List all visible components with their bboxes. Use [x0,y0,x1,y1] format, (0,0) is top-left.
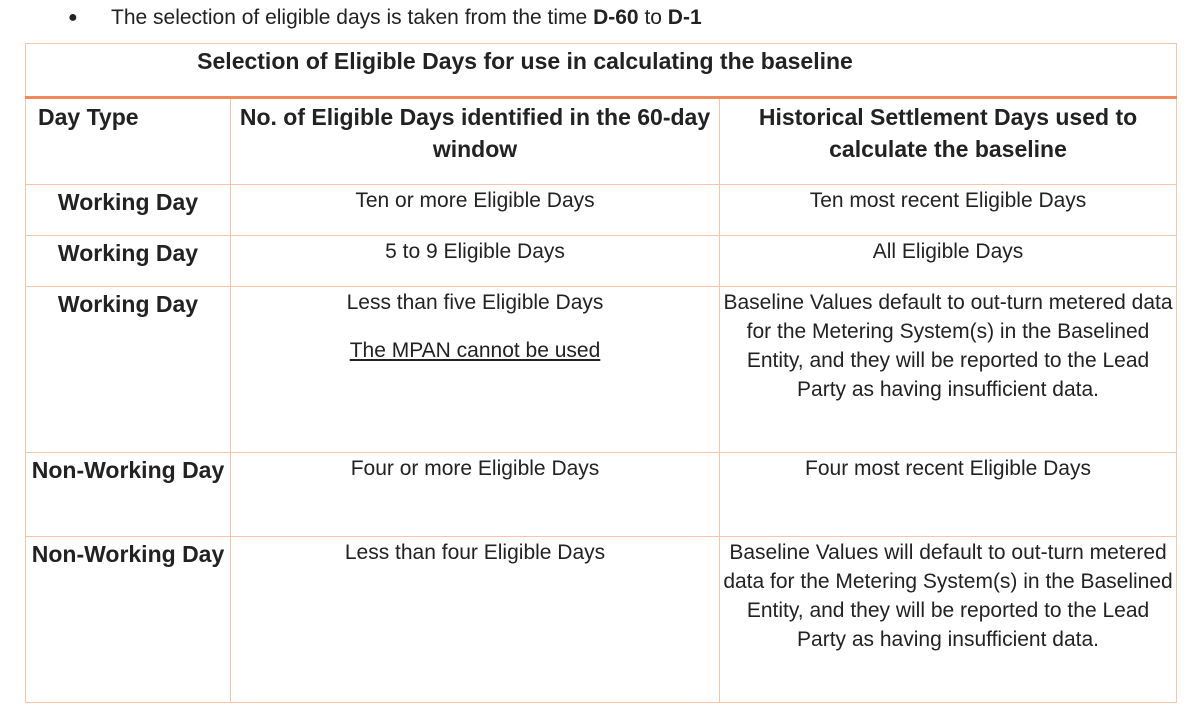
header-day-type: Day Type [26,98,231,185]
day-type-cell: Working Day [26,185,231,236]
bullet-text-lead: The selection of eligible days is taken from the time [111,6,594,29]
day-type-cell: Non-Working Day [26,453,231,537]
bullet-from-day: D-60 [593,6,639,29]
bullet-dot-icon: ● [68,9,78,26]
settlement-cell: Baseline Values will default to out-turn metered data for the Metering System(s) in the Baselined Entity, and they will be reported to the Lead Party as having insufficient data. [720,537,1177,703]
eligible-cell: Ten or more Eligible Days [231,185,720,236]
day-type-cell: Non-Working Day [26,537,231,703]
table-row [26,453,1177,537]
settlement-cell: Four most recent Eligible Days [720,453,1177,537]
bullet-text [111,0,702,36]
eligible-cell: Four or more Eligible Days [231,453,720,537]
eligible-text: Less than five Eligible Days [346,291,604,314]
table-caption-row [26,44,1177,98]
table-caption [26,44,1177,98]
settlement-cell: All Eligible Days [720,236,1177,287]
table-row [26,537,1177,703]
bullet-connector: to [638,6,668,29]
settlement-cell: Baseline Values default to out-turn metered data for the Metering System(s) in the Baselined Entity, and they will be reported to the Lead Party as having insufficient data. [720,287,1177,453]
eligible-cell: Less than four Eligible Days [231,537,720,703]
eligible-days-table [25,43,1177,703]
eligible-cell: 5 to 9 Eligible Days [231,236,720,287]
table-header-row [26,98,1177,185]
bullet-item [0,0,1187,36]
day-type-cell: Working Day [26,287,231,453]
mpan-note: The MPAN cannot be used [349,339,601,362]
eligible-cell [231,287,720,453]
table-caption-text: Selection of Eligible Days for use in calculating the baseline [197,48,853,74]
table-row [26,287,1177,453]
header-eligible-days: No. of Eligible Days identified in the 60-day window [231,98,720,185]
table-row [26,236,1177,287]
table-row [26,185,1177,236]
header-settlement-days: Historical Settlement Days used to calculate the baseline [720,98,1177,185]
bullet-to-day: D-1 [667,6,702,29]
day-type-cell: Working Day [26,236,231,287]
settlement-cell: Ten most recent Eligible Days [720,185,1177,236]
